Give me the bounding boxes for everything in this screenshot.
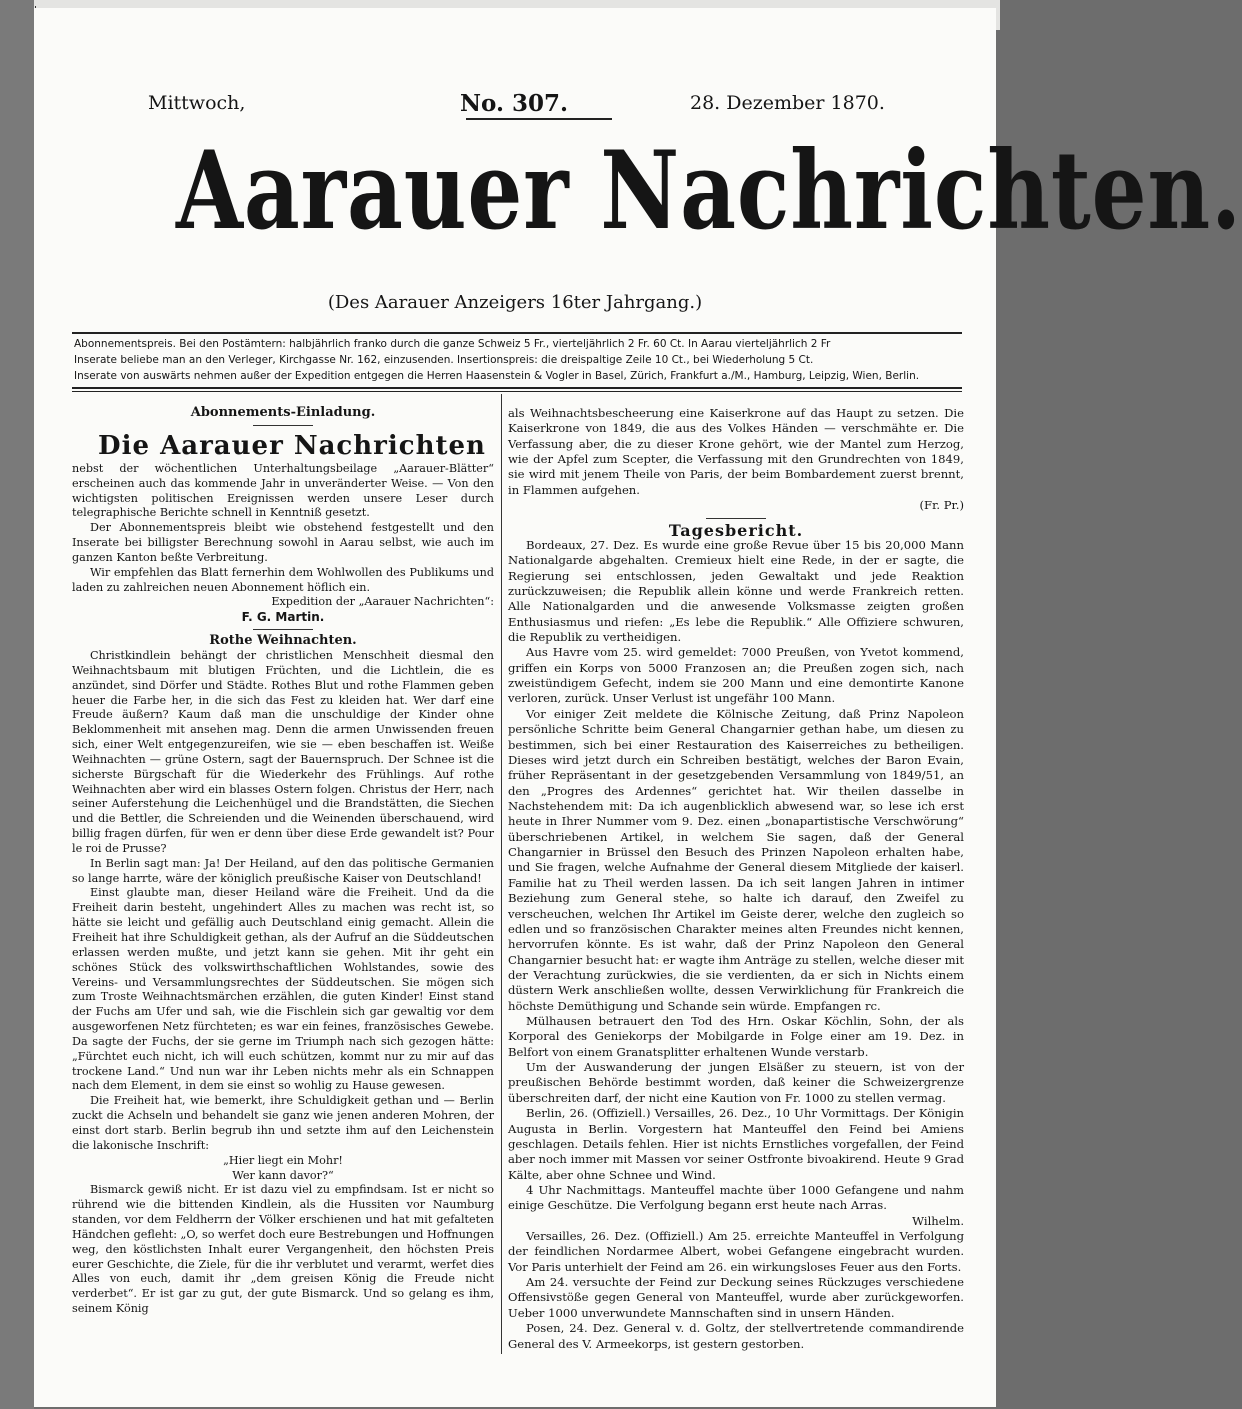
report-auswanderung: Um der Auswanderung der jungen Elsäßer zu steuern, ist von der preußischen Behörde bestimmt worden, daß keiner die Schweizergrenze überschreiten darf, der nicht eine Kaution von Fr. 1000 zu stellen vermag.: [508, 1060, 964, 1105]
invite-paragraph-1: nebst der wöchentlichen Unterhaltungsbeilage „Aarauer-Blätter“ erscheinen auch das kommende Jahr in unveränderter Weise. — Von den wichtigsten politischen Ereignissen werden unsere Leser durch telegraphische Berichte schnell in Kenntniß gesetzt.: [72, 461, 494, 520]
scan-edge-left: [0, 0, 34, 1409]
invite-title: Die Aarauer Nachrichten: [98, 430, 486, 461]
right-column: [508, 406, 964, 1352]
rule-bottom-thin: [72, 391, 962, 392]
invite-signature-2: F. G. Martin.: [241, 610, 325, 625]
left-column: [72, 406, 494, 1317]
issue-date: 28. Dezember 1870.: [690, 92, 885, 114]
rule-bottom: [72, 387, 962, 389]
report-signature: Wilhelm.: [912, 1213, 964, 1228]
newspaper-title: Aarauer Nachrichten.: [176, 128, 1242, 254]
xmas-paragraph-3: Einst glaubte man, dieser Heiland wäre die Freiheit. Und da die Freiheit darin besteht, ungehindert Alles zu machen was recht ist, so hätte sie leicht und gefällig auch Deutschland einig gemacht. Allein die Freiheit hat ihre Schuldigkeit gethan, als der Aufruf an die Süddeutschen erlassen werden mußte, und jetzt kann sie gehen. Mit ihr geht ein schönes Stück des volkswirthschaftlichen Wohlstandes, sowie des Vereins- und Versammlungsrechtes der Süddeutschen. Sie mögen sich zum Troste Weihnachtsmärchen erzählen, die guten Kinder! Einst stand der Fuchs am Ufer und sah, wie die Fischlein sich gar gewaltig vor dem ausgeworfenen Netz fürchteten; es war ein feines, französisches Gewebe. Da sagte der Fuchs, der sie gerne im Triumph nach sich gezogen hätte: „Fürchtet euch nicht, ich will euch schützen, kommt nur zu mir auf das trockene Land.“ Und nun war ihr Leben nichts mehr als ein Schnappen nach dem Element, in dem sie einst so wohlig zu Hause gewesen.: [72, 886, 494, 1093]
report-berlin-2: 4 Uhr Nachmittags. Manteuffel machte über 1000 Gefangene und nahm einige Geschütze. Die Verfolgung begann erst heute nach Arras.: [508, 1182, 964, 1213]
short-rule: [253, 425, 313, 426]
rule-top: [72, 332, 962, 334]
xmas-paragraph-5: Bismarck gewiß nicht. Er ist dazu viel zu empfindsam. Ist er nicht so rührend wie die bittenden Kindlein, als die Hussiten vor Naumburg standen, vor dem Feldherrn der Völker erschienen und hat mit gefalteten Händchen gefleht: „O, so werfet doch eure Bestrebungen und Hoffnungen weg, den köstlichsten Inhalt eurer Vergangenheit, den höchsten Preis eurer Geschichte, die Ziele, für die ihr verblutet und verarmt, werfet dies Alles von euch, damit ihr „dem greisen König die Freude nicht verderbet“. Er ist gar zu gut, der gute Bismarck. Und so gelang es ihm, seinem König: [72, 1183, 494, 1316]
newspaper-page: [34, 8, 1242, 1407]
xmas-heading: Rothe Weihnachten.: [209, 633, 357, 649]
xmas-paragraph-2: In Berlin sagt man: Ja! Der Heiland, auf den das politische Germanien so lange harrte, wäre der königlich preußische Kaiser von Deutschland!: [72, 856, 494, 885]
continued-paragraph: als Weihnachtsbescheerung eine Kaiserkrone auf das Haupt zu setzen. Die Kaiserkrone von 1849, die aus des Volkes Händen — verschmähte er. Die Verfassung aber, die zu dieser Krone gehört, wie der Mantel zum Herzog, wie der Apfel zum Scepter, die Verfassung mit den Grundrechten von 1849, sie wird mit jenem Theile von Paris, der beim Bombardement zuerst brennt, in Flammen aufgehen.: [508, 406, 964, 497]
verse-line-1: „Hier liegt ein Mohr!: [223, 1153, 343, 1167]
invite-heading: Abonnements-Einladung.: [190, 405, 376, 420]
column-separator: [501, 394, 502, 1354]
invite-paragraph-2: Der Abonnementspreis bleibt wie obstehend festgestellt und den Inserate bei billigster Berechnung sowohl in Aarau selbst, wie auch im ganzen Kanton beßte Verbreitung.: [72, 521, 494, 564]
newspaper-subtitle: (Des Aarauer Anzeigers 16ter Jahrgang.): [327, 292, 703, 313]
number-underline: [466, 118, 612, 120]
xmas-paragraph-1: Christkindlein behängt der christlichen Menschheit diesmal den Weihnachtsbaum mit blutigen Früchten, und die Lichtlein, die es anzündet, sind Dörfer und Städte. Rothes Blut und rothe Flammen geben heuer die Farbe her, in die sich das Fest zu kleiden hat. Wer darf eine Freude äußern? Kaum daß man die unschuldige der Kinder ohne Beklommenheit mit ansehen mag. Denn die armen Unwissenden freuen sich, einer Welt entgegenzureifen, wie sie — eben beschaffen ist. Weiße Weihnachten — grüne Ostern, sagt der Bauernspruch. Der Schnee ist die sicherste Bürgschaft für die Wiederkehr des Frühlings. Auf rothe Weihnachten aber wird ein blasses Ostern folgen. Christus der Herr, nach seiner Auferstehung die Leichenhügel und die Brandstätten, die Siechen und die Bettler, die Schreienden und die Weinenden überschauend, wird billig fragen dürfen, für wen er denn über diese Erde gewandelt ist? Pour le roi de Prusse?: [72, 648, 494, 855]
continued-source: (Fr. Pr.): [919, 498, 964, 513]
subscription-line-2: Inserate beliebe man an den Verleger, Kirchgasse Nr. 162, einzusenden. Insertionspreis: die dreispaltige Zeile 10 Ct., bei Wiederholung 5 Ct.: [74, 354, 814, 366]
report-am24: Am 24. versuchte der Feind zur Deckung seines Rückzuges verschiedene Offensivstöße gegen General von Manteuffel, wurde aber zurückgeworfen. Ueber 1000 unverwundete Mannschaften sind in unsern Händen.: [508, 1275, 964, 1320]
report-havre: Aus Havre vom 25. wird gemeldet: 7000 Preußen, von Yvetot kommend, griffen ein Korps von 5000 Franzosen an; die Preußen zogen sich, nach zweistündigem Gefecht, indem sie 200 Mann und eine demontirte Kanone verloren, zurück. Unser Verlust ist ungefähr 100 Mann.: [508, 645, 964, 706]
invite-paragraph-3: Wir empfehlen das Blatt fernerhin dem Wohlwollen des Publikums und laden zu zahlreichen neuen Abonnement höflich ein.: [72, 565, 494, 594]
subscription-line-1: Abonnementspreis. Bei den Postämtern: halbjährlich franko durch die ganze Schweiz 5 Fr., vierteljährlich 2 Fr. 60 Ct. In Aarau vierteljährlich 2 Fr: [74, 338, 831, 350]
issue-day: Mittwoch,: [148, 92, 246, 114]
verse-line-2: Wer kann davor?“: [232, 1168, 334, 1182]
report-heading: Tagesbericht.: [668, 520, 804, 540]
subscription-info: [74, 336, 964, 384]
masthead: [34, 92, 996, 132]
report-posen: Posen, 24. Dez. General v. d. Goltz, der stellvertretende commandirende General des V. Armeekorps, ist gestern gestorben.: [508, 1321, 964, 1351]
issue-number: No. 307.: [460, 90, 568, 117]
xmas-paragraph-4: Die Freiheit hat, wie bemerkt, ihre Schuldigkeit gethan und — Berlin zuckt die Achseln und behandelt sie ganz wie jenen anderen Mohren, der einst dort starb. Berlin begrub ihn und setzte ihm auf den Leichenstein die lakonische Inschrift:: [72, 1094, 494, 1152]
invite-signature-1: Expedition der „Aarauer Nachrichten“:: [271, 595, 494, 609]
report-napoleon: Vor einiger Zeit meldete die Kölnische Zeitung, daß Prinz Napoleon persönliche Schritte beim General Changarnier gethan habe, um diesen zu bestimmen, sich bei einer Restauration des Kaiserreiches zu betheiligen. Dieses wird jetzt durch ein Schreiben bestätigt, welches der Baron Evain, früher Repräsentant in der gesetzgebenden Versammlung von 1849/51, an den „Progres des Ardennes“ gerichtet hat. Wir theilen dasselbe in Nachstehendem mit: Da ich augenblicklich abwesend war, so lese ich erst heute in Ihrer Nummer vom 9. Dez. einen „bonapartistische Verschwörung“ überschriebenen Artikel, in welchem Sie sagen, daß der General Changarnier in Brüssel den Besuch des Prinzen Napoleon erhalten habe, und Sie fragen, welche Aufnahme der General diesem Mitgliede der kaiserl. Familie hat zu Theil werden lassen. Da ich seit langen Jahren in intimer Beziehung zum General stehe, so halte ich darauf, den Zweifel zu verscheuchen, welchen Ihr Artikel im Geiste derer, welche den zugleich so edlen und so französischen Charakter meines alten Freundes nicht kennen, hervorrufen könnte. Es ist wahr, daß der Prinz Napoleon den General Changarnier besucht hat: er wagte ihm Anträge zu stellen, welche dieser mit der Verachtung zurückwies, die sie verdienten, da er sich in Nichts einem düstern Werk anschließen wollte, dessen Verwirklichung für Frankreich die höchste Demüthigung und Schande sein würde. Empfangen rc.: [508, 706, 964, 1013]
report-bordeaux: Bordeaux, 27. Dez. Es wurde eine große Revue über 15 bis 20,000 Mann Nationalgarde abgehalten. Cremieux hielt eine Rede, in der er sagte, die Regierung sei entschlossen, jeden Gewaltakt und jede Reaktion zurückzuweisen; die Republik allein könne und werde Frankreich retten. Alle Nationalgarden und die anwesende Volksmasse zeigten großen Enthusiasmus und riefen: „Es lebe die Republik.“ Alle Offiziere schwuren, die Republik zu vertheidigen.: [508, 537, 964, 645]
short-rule: [253, 629, 313, 630]
short-rule: [706, 518, 766, 519]
report-berlin: Berlin, 26. (Offiziell.) Versailles, 26. Dez., 10 Uhr Vormittags. Der Königin Augusta in Berlin. Vorgestern hat Manteuffel den Feind bei Amiens geschlagen. Details fehlen. Hier ist nichts Ernstliches vorgefallen, der Feind aber noch immer mit Massen vor seiner Ostfronte bivoakirend. Heute 9 Grad Kälte, aber ohne Schnee und Wind.: [508, 1106, 964, 1182]
subscription-line-3: Inserate von auswärts nehmen außer der Expedition entgegen die Herren Haasenstein & Vogler in Basel, Zürich, Frankfurt a./M., Hamburg, Leipzig, Wien, Berlin.: [74, 370, 920, 382]
report-versailles: Versailles, 26. Dez. (Offiziell.) Am 25. erreichte Manteuffel in Verfolgung der feindlichen Nordarmee Albert, wobei Gefangene eingebracht wurden. Vor Paris unterhielt der Feind am 26. ein wirkungsloses Feuer aus den Forts.: [508, 1229, 964, 1274]
report-muelhausen: Mülhausen betrauert den Tod des Hrn. Oskar Köchlin, Sohn, der als Korporal des Geniekorps der Mobilgarde in Folge einer am 19. Dez. in Belfort von einem Granatsplitter erhaltenen Wunde verstarb.: [508, 1014, 964, 1059]
